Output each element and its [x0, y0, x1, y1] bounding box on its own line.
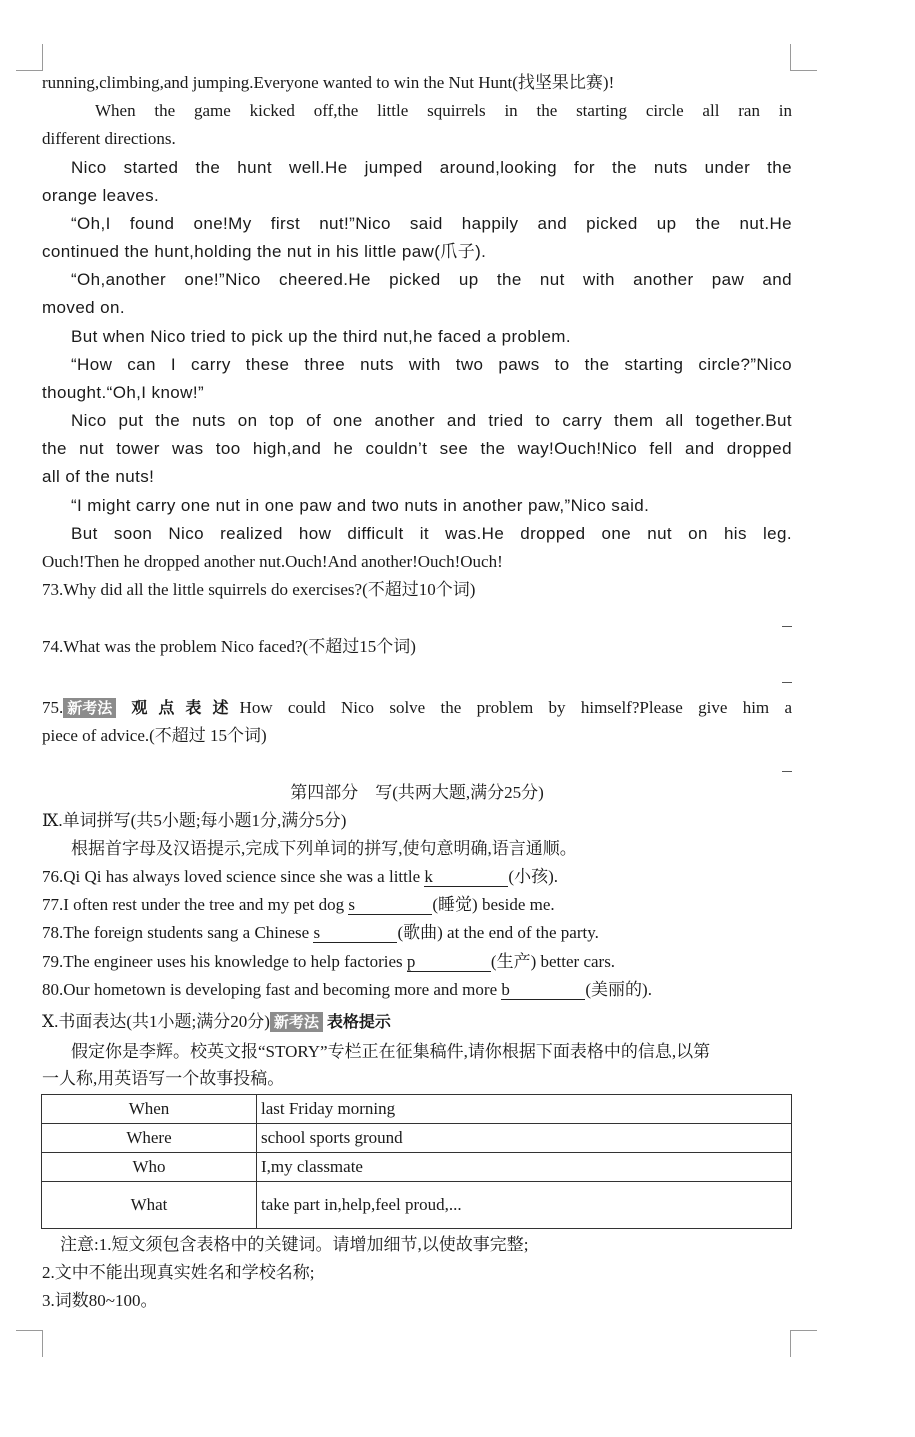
passage-line: “I might carry one nut in one paw and two nuts in another paw,”Nico said.: [71, 496, 650, 515]
story-hint-table: [41, 1094, 792, 1229]
note-line: 注意:1.短文须包含表格中的关键词。请增加细节,以使故事完整;: [60, 1235, 529, 1254]
table-value: take part in,help,feel proud,...: [257, 1182, 792, 1229]
spelling-blank[interactable]: s: [348, 896, 432, 915]
crop-mark-top-left: [16, 44, 43, 71]
passage-line: “Oh,another one!”Nico cheered.He picked up the nut with another paw and: [71, 270, 792, 289]
crop-mark-bottom-left: [16, 1330, 43, 1357]
spelling-blank[interactable]: s: [313, 924, 397, 943]
spelling-blank[interactable]: b: [501, 981, 585, 1000]
passage-line: But when Nico tried to pick up the third nut,he faced a problem.: [71, 327, 571, 346]
item-text: 77.I often rest under the tree and my pet dog: [42, 895, 345, 914]
passage-line: Nico put the nuts on top of one another and tried to carry them all together.But: [71, 411, 792, 430]
answer-line-73[interactable]: [782, 626, 792, 627]
passage-line: “Oh,I found one!My first nut!”Nico said happily and picked up the nut.He: [71, 214, 792, 233]
spelling-blank[interactable]: p: [407, 953, 491, 972]
passage-line: all of the nuts!: [42, 467, 155, 486]
item-text: 78.The foreign students sang a Chinese: [42, 923, 310, 942]
answer-line-74[interactable]: [782, 682, 792, 683]
crop-mark-bottom-right: [790, 1330, 817, 1357]
item-hint: (美丽的).: [585, 980, 652, 999]
table-key: Who: [42, 1153, 257, 1182]
question-75-continued: piece of advice.(不超过 15个词): [42, 726, 267, 745]
passage-line: the nut tower was too high,and he couldn’t see the way!Ouch!Nico fell and dropped: [42, 439, 792, 458]
item-text: 80.Our hometown is developing fast and becoming more and more: [42, 980, 498, 999]
item-text: 76.Qi Qi has always loved science since she was a little: [42, 867, 421, 886]
passage-line: running,climbing,and jumping.Everyone wanted to win the Nut Hunt(找坚果比赛)!: [42, 73, 615, 92]
question-text: How could Nico solve the problem by himself?Please give him a: [239, 698, 792, 717]
spelling-item-80: [42, 977, 792, 1003]
question-73: 73.Why did all the little squirrels do exercises?(不超过10个词): [42, 580, 476, 599]
passage-line: But soon Nico realized how difficult it was.He dropped one nut on his leg.: [71, 524, 792, 543]
section-heading-ix: Ⅸ.单词拼写(共5小题;每小题1分,满分5分): [42, 811, 347, 830]
table-value: school sports ground: [257, 1124, 792, 1153]
passage-line: continued the hunt,holding the nut in his little paw(爪子).: [42, 242, 487, 261]
table-key: Where: [42, 1124, 257, 1153]
spelling-item-77: [42, 892, 792, 918]
crop-mark-top-right: [790, 44, 817, 71]
passage-line: moved on.: [42, 298, 125, 317]
spelling-blank[interactable]: k: [424, 868, 508, 887]
section-title: Ⅹ.书面表达(共1小题;满分20分): [42, 1012, 270, 1031]
question-number: 75.: [42, 698, 64, 717]
table-row: [42, 1153, 792, 1182]
passage-line: different directions.: [42, 129, 176, 148]
item-text: 79.The engineer uses his knowledge to help factories: [42, 952, 403, 971]
table-value: I,my classmate: [257, 1153, 792, 1182]
item-hint: (小孩).: [508, 867, 558, 886]
question-75: [42, 695, 792, 721]
writing-instruction: 假定你是李辉。校英文报“STORY”专栏正在征集稿件,请你根据下面表格中的信息,以第: [71, 1042, 711, 1061]
spelling-item-78: [42, 920, 792, 946]
spelling-item-79: [42, 949, 792, 975]
item-hint: (睡觉) beside me.: [432, 895, 555, 914]
passage-line: When the game kicked off,the little squirrels in the starting circle all ran in: [95, 101, 792, 120]
item-hint: (歌曲) at the end of the party.: [397, 923, 599, 942]
passage-line: “How can I carry these three nuts with two paws to the starting circle?”Nico: [71, 355, 792, 374]
table-key: When: [42, 1095, 257, 1124]
new-method-badge: 新考法: [270, 1012, 323, 1032]
section-heading-x: [42, 1009, 792, 1035]
question-type-label: 表格提示: [326, 1012, 391, 1031]
table-row: [42, 1095, 792, 1124]
table-key: What: [42, 1182, 257, 1229]
question-type-label: 观点表述: [120, 698, 240, 717]
note-line: 3.词数80~100。: [42, 1291, 158, 1310]
section-instruction: 根据首字母及汉语提示,完成下列单词的拼写,使句意明确,语言通顺。: [71, 839, 577, 858]
passage-line: orange leaves.: [42, 186, 160, 205]
new-method-badge: 新考法: [63, 698, 116, 718]
table-row: [42, 1124, 792, 1153]
table-value: last Friday morning: [257, 1095, 792, 1124]
table-row: [42, 1182, 792, 1229]
part-title: 第四部分 写(共两大题,满分25分): [290, 783, 544, 802]
note-line: 2.文中不能出现真实姓名和学校名称;: [42, 1263, 315, 1282]
passage-line: thought.“Oh,I know!”: [42, 383, 205, 402]
question-74: 74.What was the problem Nico faced?(不超过15个词): [42, 637, 416, 656]
item-hint: (生产) better cars.: [490, 952, 616, 971]
passage-line: Nico started the hunt well.He jumped around,looking for the nuts under the: [71, 158, 792, 177]
passage-line: Ouch!Then he dropped another nut.Ouch!And another!Ouch!Ouch!: [42, 552, 503, 571]
answer-line-75[interactable]: [782, 771, 792, 772]
writing-instruction-continued: 一人称,用英语写一个故事投稿。: [42, 1069, 285, 1088]
spelling-item-76: [42, 864, 792, 890]
